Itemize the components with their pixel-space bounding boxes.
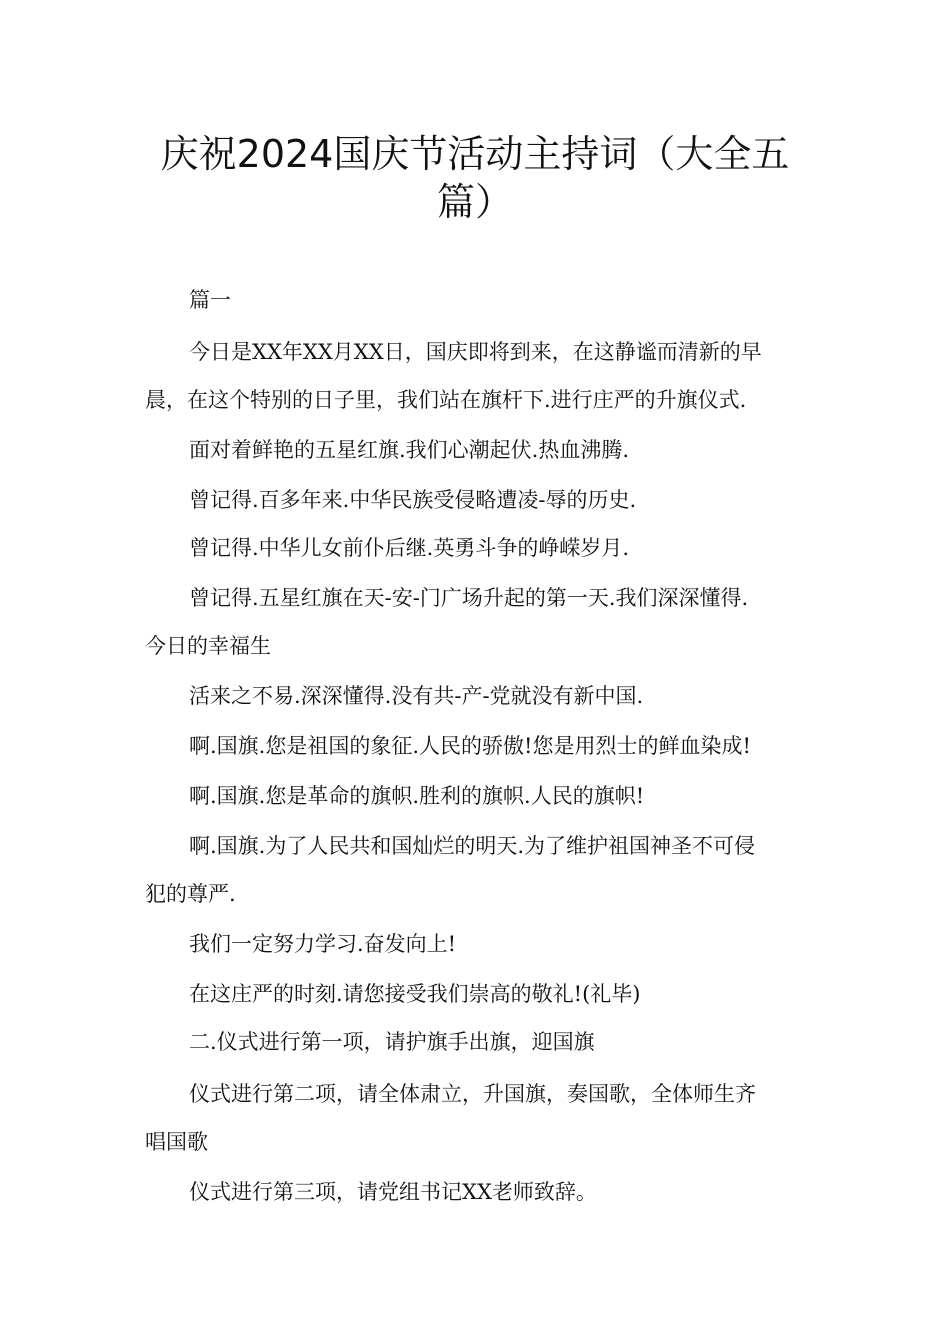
paragraph-salute [145, 970, 810, 1018]
paragraph-flag-face [145, 426, 810, 474]
paragraph-line: 曾记得.中华儿女前仆后继.英勇斗争的峥嵘岁月. [189, 536, 630, 560]
paragraph-line: 曾记得.百多年来.中华民族受侵略遭凌-辱的历史. [189, 488, 637, 512]
paragraph-heading-pian-yi [145, 276, 810, 324]
paragraph-line: 我们一定努力学习.奋发向上! [189, 932, 457, 956]
paragraph-line: 今日是XX年XX月XX日，国庆即将到来，在这静谧而清新的早 [189, 340, 762, 364]
paragraph-line: 二.仪式进行第一项，请护旗手出旗，迎国旗 [189, 1030, 595, 1054]
paragraph-new-china [145, 672, 810, 720]
paragraph-line: 面对着鲜艳的五星红旗.我们心潮起伏.热血沸腾. [189, 438, 630, 462]
paragraph-flag-banner [145, 772, 810, 820]
paragraph-first-day [145, 574, 810, 670]
paragraph-line: 晨，在这个特别的日子里，我们站在旗杆下.进行庄严的升旗仪式. [145, 388, 747, 412]
paragraph-line: 活来之不易.深深懂得.没有共-产-党就没有新中国. [189, 684, 644, 708]
paragraph-line: 啊.国旗.您是祖国的象征.人民的骄傲!您是用烈士的鲜血染成! [189, 734, 751, 758]
paragraph-line: 曾记得.五星红旗在天-安-门广场升起的第一天.我们深深懂得. [189, 586, 749, 610]
paragraph-ceremony-item-2 [145, 1070, 810, 1166]
paragraph-line: 啊.国旗.您是革命的旗帜.胜利的旗帜.人民的旗帜! [189, 784, 645, 808]
paragraph-line: 篇一 [189, 288, 231, 312]
paragraph-line: 今日的幸福生 [145, 634, 271, 658]
document-title-line-2: 篇） [436, 180, 513, 224]
paragraph-struggle [145, 524, 810, 572]
paragraph-line: 唱国歌 [145, 1130, 208, 1154]
paragraph-flag-future [145, 822, 810, 918]
paragraph-line: 仪式进行第二项，请全体肃立，升国旗，奏国歌，全体师生齐 [189, 1082, 756, 1106]
paragraph-flag-symbol [145, 722, 810, 770]
paragraph-line: 犯的尊严. [145, 882, 236, 906]
paragraph-date-intro [145, 328, 810, 424]
paragraph-history [145, 476, 810, 524]
document-title-line-1: 庆祝2024国庆节活动主持词（大全五 [160, 132, 790, 176]
paragraph-line: 在这庄严的时刻.请您接受我们崇高的敬礼!(礼毕) [189, 982, 641, 1006]
paragraph-line: 啊.国旗.为了人民共和国灿烂的明天.为了维护祖国神圣不可侵 [189, 834, 756, 858]
paragraph-study [145, 920, 810, 968]
paragraph-ceremony-item-1 [145, 1018, 810, 1066]
paragraph-ceremony-item-3 [145, 1168, 810, 1216]
paragraph-line: 仪式进行第三项，请党组书记XX老师致辞。 [189, 1180, 597, 1204]
